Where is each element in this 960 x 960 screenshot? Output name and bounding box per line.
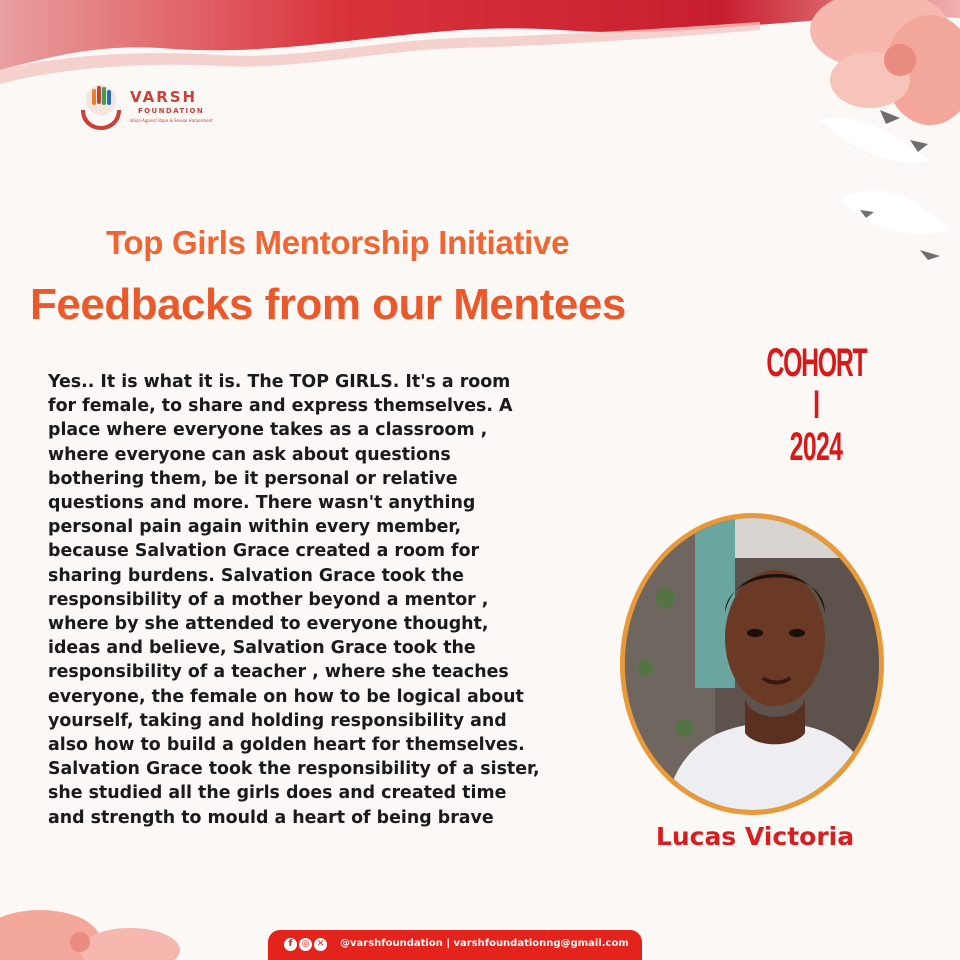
logo-hands-icon: [76, 80, 126, 132]
testimonial-line: personal pain again within every member,: [48, 517, 462, 538]
mentee-photo: [625, 518, 879, 810]
testimonial-line: she studied all the girls does and created time: [48, 783, 507, 804]
logo-sub: FOUNDATION: [138, 107, 205, 115]
testimonial-line: bothering them, be it personal or relative: [48, 468, 458, 489]
testimonial-line: where everyone can ask about questions: [48, 444, 451, 465]
mentee-name: Lucas Victoria: [655, 822, 855, 851]
testimonial-line: Salvation Grace took the responsibility of a sister,: [48, 759, 540, 780]
instagram-icon[interactable]: ◎: [299, 938, 312, 951]
flower-decoration-bottom-left: [0, 880, 200, 960]
testimonial-line: ideas and believe, Salvation Grace took the: [48, 638, 476, 659]
testimonial-text: [48, 370, 593, 830]
testimonial-line: place where everyone takes as a classroom ,: [48, 420, 488, 441]
testimonial-line: and strength to mould a heart of being brave: [48, 807, 494, 828]
flower-decoration-top-right: [760, 0, 960, 280]
portrait-illustration: [625, 518, 879, 810]
logo-tagline: Voice Against Rape & Sexual Harassment: [130, 118, 213, 123]
testimonial-line: questions and more. There wasn't anything: [48, 493, 476, 514]
page-title: Feedbacks from our Mentees: [30, 280, 626, 329]
testimonial-line: responsibility of a mother beyond a mentor ,: [48, 589, 489, 610]
testimonial-line: yourself, taking and holding responsibility and: [48, 710, 507, 731]
testimonial-line: sharing burdens. Salvation Grace took the: [48, 565, 464, 586]
testimonial-line: because Salvation Grace created a room for: [48, 541, 480, 562]
footer-contact: @varshfoundation | varshfoundationng@gmail.com: [340, 938, 629, 949]
x-icon[interactable]: ✕: [314, 938, 327, 951]
testimonial-line: everyone, the female on how to be logical about: [48, 686, 524, 707]
testimonial-line: responsibility of a teacher , where she teaches: [48, 662, 509, 683]
cohort-year: 2024: [789, 425, 843, 469]
facebook-icon[interactable]: f: [284, 938, 297, 951]
program-title: Top Girls Mentorship Initiative: [106, 224, 570, 261]
testimonial-line: Yes.. It is what it is. The TOP GIRLS. It's a room: [48, 372, 511, 392]
varsh-foundation-logo: [76, 80, 236, 132]
cohort-label: [756, 342, 876, 468]
cohort-name: COHORT I: [766, 341, 867, 427]
mentee-photo-frame: [620, 513, 884, 815]
testimonial-line: for female, to share and express themselves. A: [48, 396, 513, 417]
testimonial-line: also how to build a golden heart for themselves.: [48, 735, 525, 756]
testimonial-line: where by she attended to everyone thought,: [48, 614, 489, 635]
footer-bar: [268, 930, 642, 960]
social-icons: [284, 938, 327, 951]
logo-name: VARSH: [130, 88, 198, 106]
